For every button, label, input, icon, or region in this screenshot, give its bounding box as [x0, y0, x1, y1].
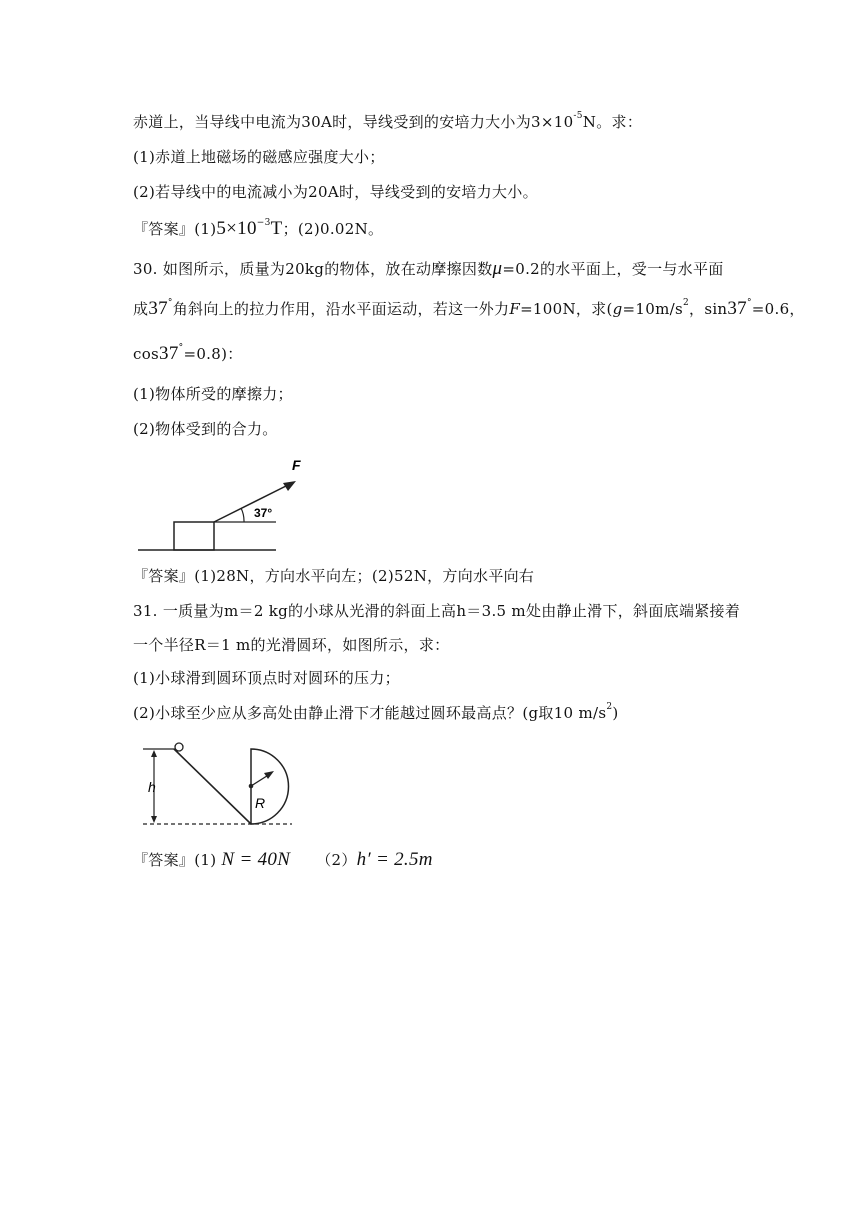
height-label: h — [148, 779, 156, 795]
prev-problem-intro: 赤道上，当导线中电流为30A时，导线受到的安培力大小为$3\times 10^{-5}N$。求： — [133, 111, 643, 131]
problem-30-question-2: (2)物体受到的合力。 — [133, 420, 278, 438]
problem-30-question-1: (1)物体所受的摩擦力； — [133, 385, 293, 403]
radius-arrow-head — [264, 771, 274, 779]
prev-question-2: (2)若导线中的电流减小为20A时，导线受到的安培力大小。 — [133, 183, 538, 201]
problem-31-line-2: 一个半径R＝1 m的光滑圆环，如图所示，求： — [133, 636, 450, 654]
problem-30-line-2: 成37°角斜向上的拉力作用，沿水平面运动，若这一外力F=100N，求($g=10m/s^2$，sin37°=0.6， — [133, 298, 805, 319]
problem-30-line-3: cos37°=0.8)： — [133, 343, 243, 364]
problem-31-question-1: (1)小球滑到圆环顶点时对圆环的压力； — [133, 669, 400, 687]
prev-answer: 『答案』$(1)5\times 10^{-3}T$；(2)0.02N。 — [133, 218, 384, 239]
radius-label: R — [255, 795, 266, 811]
prev-question-1: (1)赤道上地磁场的磁感应强度大小； — [133, 148, 385, 166]
incline — [174, 749, 251, 824]
problem-30-answer: 『答案』(1)28N，方向水平向左；(2)52N，方向水平向右 — [133, 567, 535, 585]
problem-31-question-2: (2)小球至少应从多高处由静止滑下才能越过圆环最高点？(g取10 $m/s^2$) — [133, 702, 619, 722]
loop-semicircle — [251, 749, 289, 824]
problem-30-line-1: 30. 如图所示，质量为20kg的物体，放在动摩擦因数μ=0.2的水平面上，受一与水平面 — [133, 258, 724, 279]
answer-1-expression: N = 40N — [221, 849, 291, 870]
height-arrow-top — [151, 750, 157, 757]
height-arrow-bottom — [151, 816, 157, 823]
problem-31-answer: 『答案』(1) N = 40N （2）h′ = 2.5m — [133, 849, 433, 870]
problem-31-line-1: 31. 一质量为m＝2 kg的小球从光滑的斜面上高h＝3.5 m处由静止滑下，斜面底端紧接着 — [133, 602, 741, 620]
ball — [175, 743, 183, 751]
answer-2-expression: h′ = 2.5m — [356, 849, 433, 870]
force-label: F — [292, 457, 301, 473]
angle-label: 37° — [254, 506, 273, 520]
